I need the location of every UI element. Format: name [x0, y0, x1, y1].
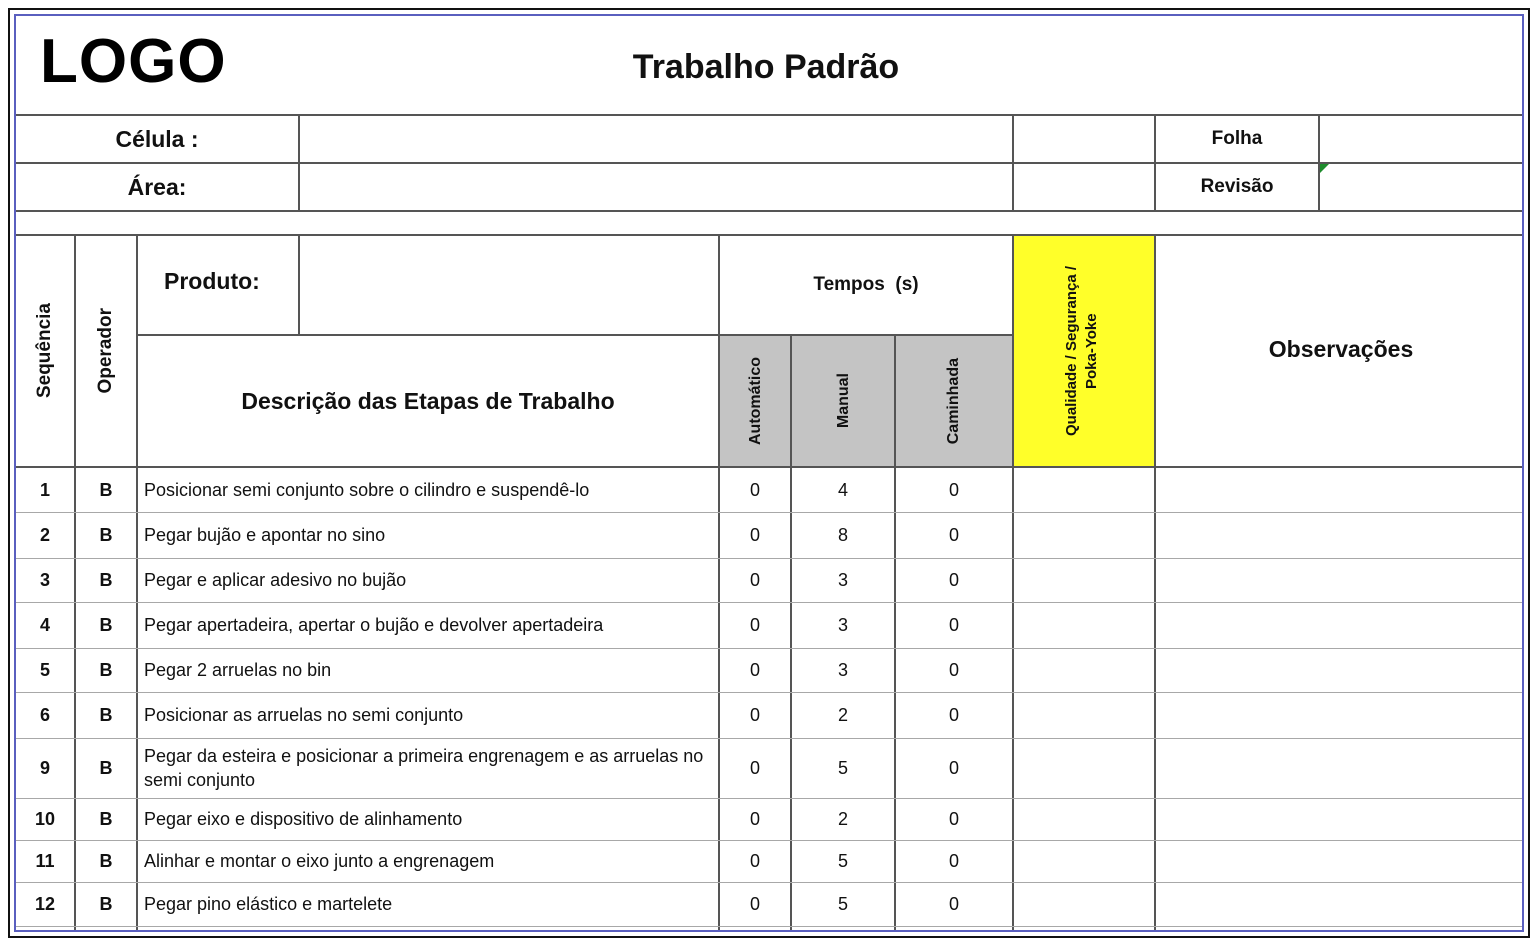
row-automatico: 0 [749, 479, 760, 500]
row-manual: 3 [837, 614, 848, 635]
row-descricao: Alinhar e montar o eixo junto a engrenagem [144, 851, 495, 871]
row-automatico: 0 [749, 614, 760, 635]
row-automatico: 0 [749, 659, 760, 680]
row-caminhada: 0 [948, 569, 959, 590]
row-automatico: 0 [749, 524, 760, 545]
row-sequencia: 6 [39, 704, 50, 725]
row-operador: B [99, 569, 113, 590]
row-operador: B [99, 850, 113, 871]
row-caminhada: 0 [948, 808, 959, 829]
row-qualidade-cell[interactable] [1014, 512, 1154, 558]
row-operador: B [99, 704, 113, 725]
row-manual: 5 [837, 893, 848, 914]
row-caminhada: 0 [948, 704, 959, 725]
row-descricao: Pegar bujão e apontar no sino [144, 525, 386, 545]
row-descricao: Posicionar semi conjunto sobre o cilindro e suspendê-lo [144, 480, 590, 500]
row-manual: 2 [837, 704, 848, 725]
celula-field[interactable] [300, 116, 1012, 162]
col-header-caminhada [896, 336, 1012, 466]
row-sequencia: 5 [39, 659, 50, 680]
row-divider [16, 926, 1524, 927]
row-qualidade-cell[interactable] [1014, 882, 1154, 926]
folha-label: Folha [1211, 128, 1263, 149]
row-sequencia: 9 [39, 757, 50, 778]
divider [1012, 114, 1014, 212]
row-manual: 5 [837, 850, 848, 871]
col-header-qualidade [1014, 238, 1154, 464]
row-caminhada: 0 [948, 893, 959, 914]
cell-comment-marker [1320, 164, 1329, 173]
row-observacoes-cell[interactable] [1156, 692, 1524, 738]
row-observacoes-cell[interactable] [1156, 602, 1524, 648]
row-qualidade-cell[interactable] [1014, 602, 1154, 648]
row-qualidade-cell[interactable] [1014, 558, 1154, 602]
row-descricao: Pegar 2 arruelas no bin [144, 660, 332, 680]
row-descricao: Pegar e aplicar adesivo no bujão [144, 570, 407, 590]
row-observacoes-cell[interactable] [1156, 840, 1524, 882]
row-sequencia: 2 [39, 524, 50, 545]
row-caminhada: 0 [948, 524, 959, 545]
tempos-header: Tempos (s) [813, 274, 919, 295]
row-sequencia: 1 [39, 479, 50, 500]
row-observacoes-cell[interactable] [1156, 648, 1524, 692]
row-operador: B [99, 808, 113, 829]
area-label: Área: [127, 173, 187, 200]
row-observacoes-cell[interactable] [1156, 512, 1524, 558]
col-header-sequencia-text: Sequência [34, 303, 55, 399]
row-manual: 2 [837, 808, 848, 829]
divider [16, 210, 1524, 212]
row-observacoes-cell[interactable] [1156, 882, 1524, 926]
row-qualidade-cell[interactable] [1014, 840, 1154, 882]
row-descricao: Pegar eixo e dispositivo de alinhamento [144, 809, 463, 829]
row-observacoes-cell[interactable] [1156, 738, 1524, 798]
row-operador: B [99, 524, 113, 545]
row-qualidade-cell[interactable] [1014, 648, 1154, 692]
row-qualidade-cell[interactable] [1014, 738, 1154, 798]
col-header-operador-text: Operador [95, 308, 116, 394]
row-sequencia: 12 [34, 893, 56, 914]
row-caminhada: 0 [948, 614, 959, 635]
row-descricao: Pegar da esteira e posicionar a primeira engrenagem e as arruelas no semi conjunto [144, 746, 704, 790]
descricao-header: Descrição das Etapas de Trabalho [241, 387, 615, 414]
row-automatico: 0 [749, 850, 760, 871]
row-automatico: 0 [749, 893, 760, 914]
row-caminhada: 0 [948, 479, 959, 500]
row-observacoes-cell[interactable] [1156, 468, 1524, 512]
row-automatico: 0 [749, 704, 760, 725]
revisao-label: Revisão [1200, 176, 1274, 197]
row-qualidade-cell[interactable] [1014, 692, 1154, 738]
area-field[interactable] [300, 164, 1012, 210]
logo: LOGO [40, 27, 227, 96]
row-qualidade-cell[interactable] [1014, 798, 1154, 840]
produto-field[interactable] [300, 236, 718, 334]
row-manual: 3 [837, 659, 848, 680]
row-operador: B [99, 893, 113, 914]
row-manual: 4 [837, 479, 848, 500]
row-descricao: Pegar pino elástico e martelete [144, 894, 393, 914]
row-observacoes-cell[interactable] [1156, 798, 1524, 840]
revisao-field[interactable] [1320, 164, 1524, 210]
row-automatico: 0 [749, 808, 760, 829]
standard-work-sheet [8, 8, 1530, 938]
observacoes-header: Observações [1268, 336, 1414, 362]
col-header-automatico [720, 336, 792, 466]
page-title: Trabalho Padrão [632, 48, 900, 86]
col-header-manual [792, 336, 896, 466]
row-sequencia: 3 [39, 569, 50, 590]
col-header-automatico-text: Automático [747, 357, 764, 445]
row-automatico: 0 [749, 757, 760, 778]
row-manual: 3 [837, 569, 848, 590]
row-descricao: Posicionar as arruelas no semi conjunto [144, 705, 464, 725]
row-sequencia: 11 [35, 850, 55, 871]
row-manual: 5 [837, 757, 848, 778]
row-operador: B [99, 659, 113, 680]
row-sequencia: 10 [34, 808, 56, 829]
produto-label: Produto: [164, 268, 260, 294]
row-automatico: 0 [749, 569, 760, 590]
row-observacoes-cell[interactable] [1156, 558, 1524, 602]
celula-label: Célula : [115, 125, 199, 152]
col-header-manual-text: Manual [835, 373, 852, 429]
col-header-caminhada-text: Caminhada [945, 357, 962, 445]
row-descricao: Pegar apertadeira, apertar o bujão e devolver apertadeira [144, 615, 604, 635]
sheet-inner-frame [14, 14, 1524, 932]
col-header-qualidade-text: Qualidade / Segurança / Poka-Yoke [1063, 265, 1100, 437]
folha-field[interactable] [1320, 116, 1524, 162]
row-qualidade-cell[interactable] [1014, 468, 1154, 512]
row-operador: B [99, 614, 113, 635]
row-caminhada: 0 [948, 850, 959, 871]
col-header-sequencia [16, 236, 74, 466]
row-caminhada: 0 [948, 757, 959, 778]
row-manual: 8 [837, 524, 848, 545]
row-caminhada: 0 [948, 659, 959, 680]
row-sequencia: 4 [39, 614, 50, 635]
col-header-operador [76, 236, 136, 466]
row-operador: B [99, 479, 113, 500]
row-operador: B [99, 757, 113, 778]
